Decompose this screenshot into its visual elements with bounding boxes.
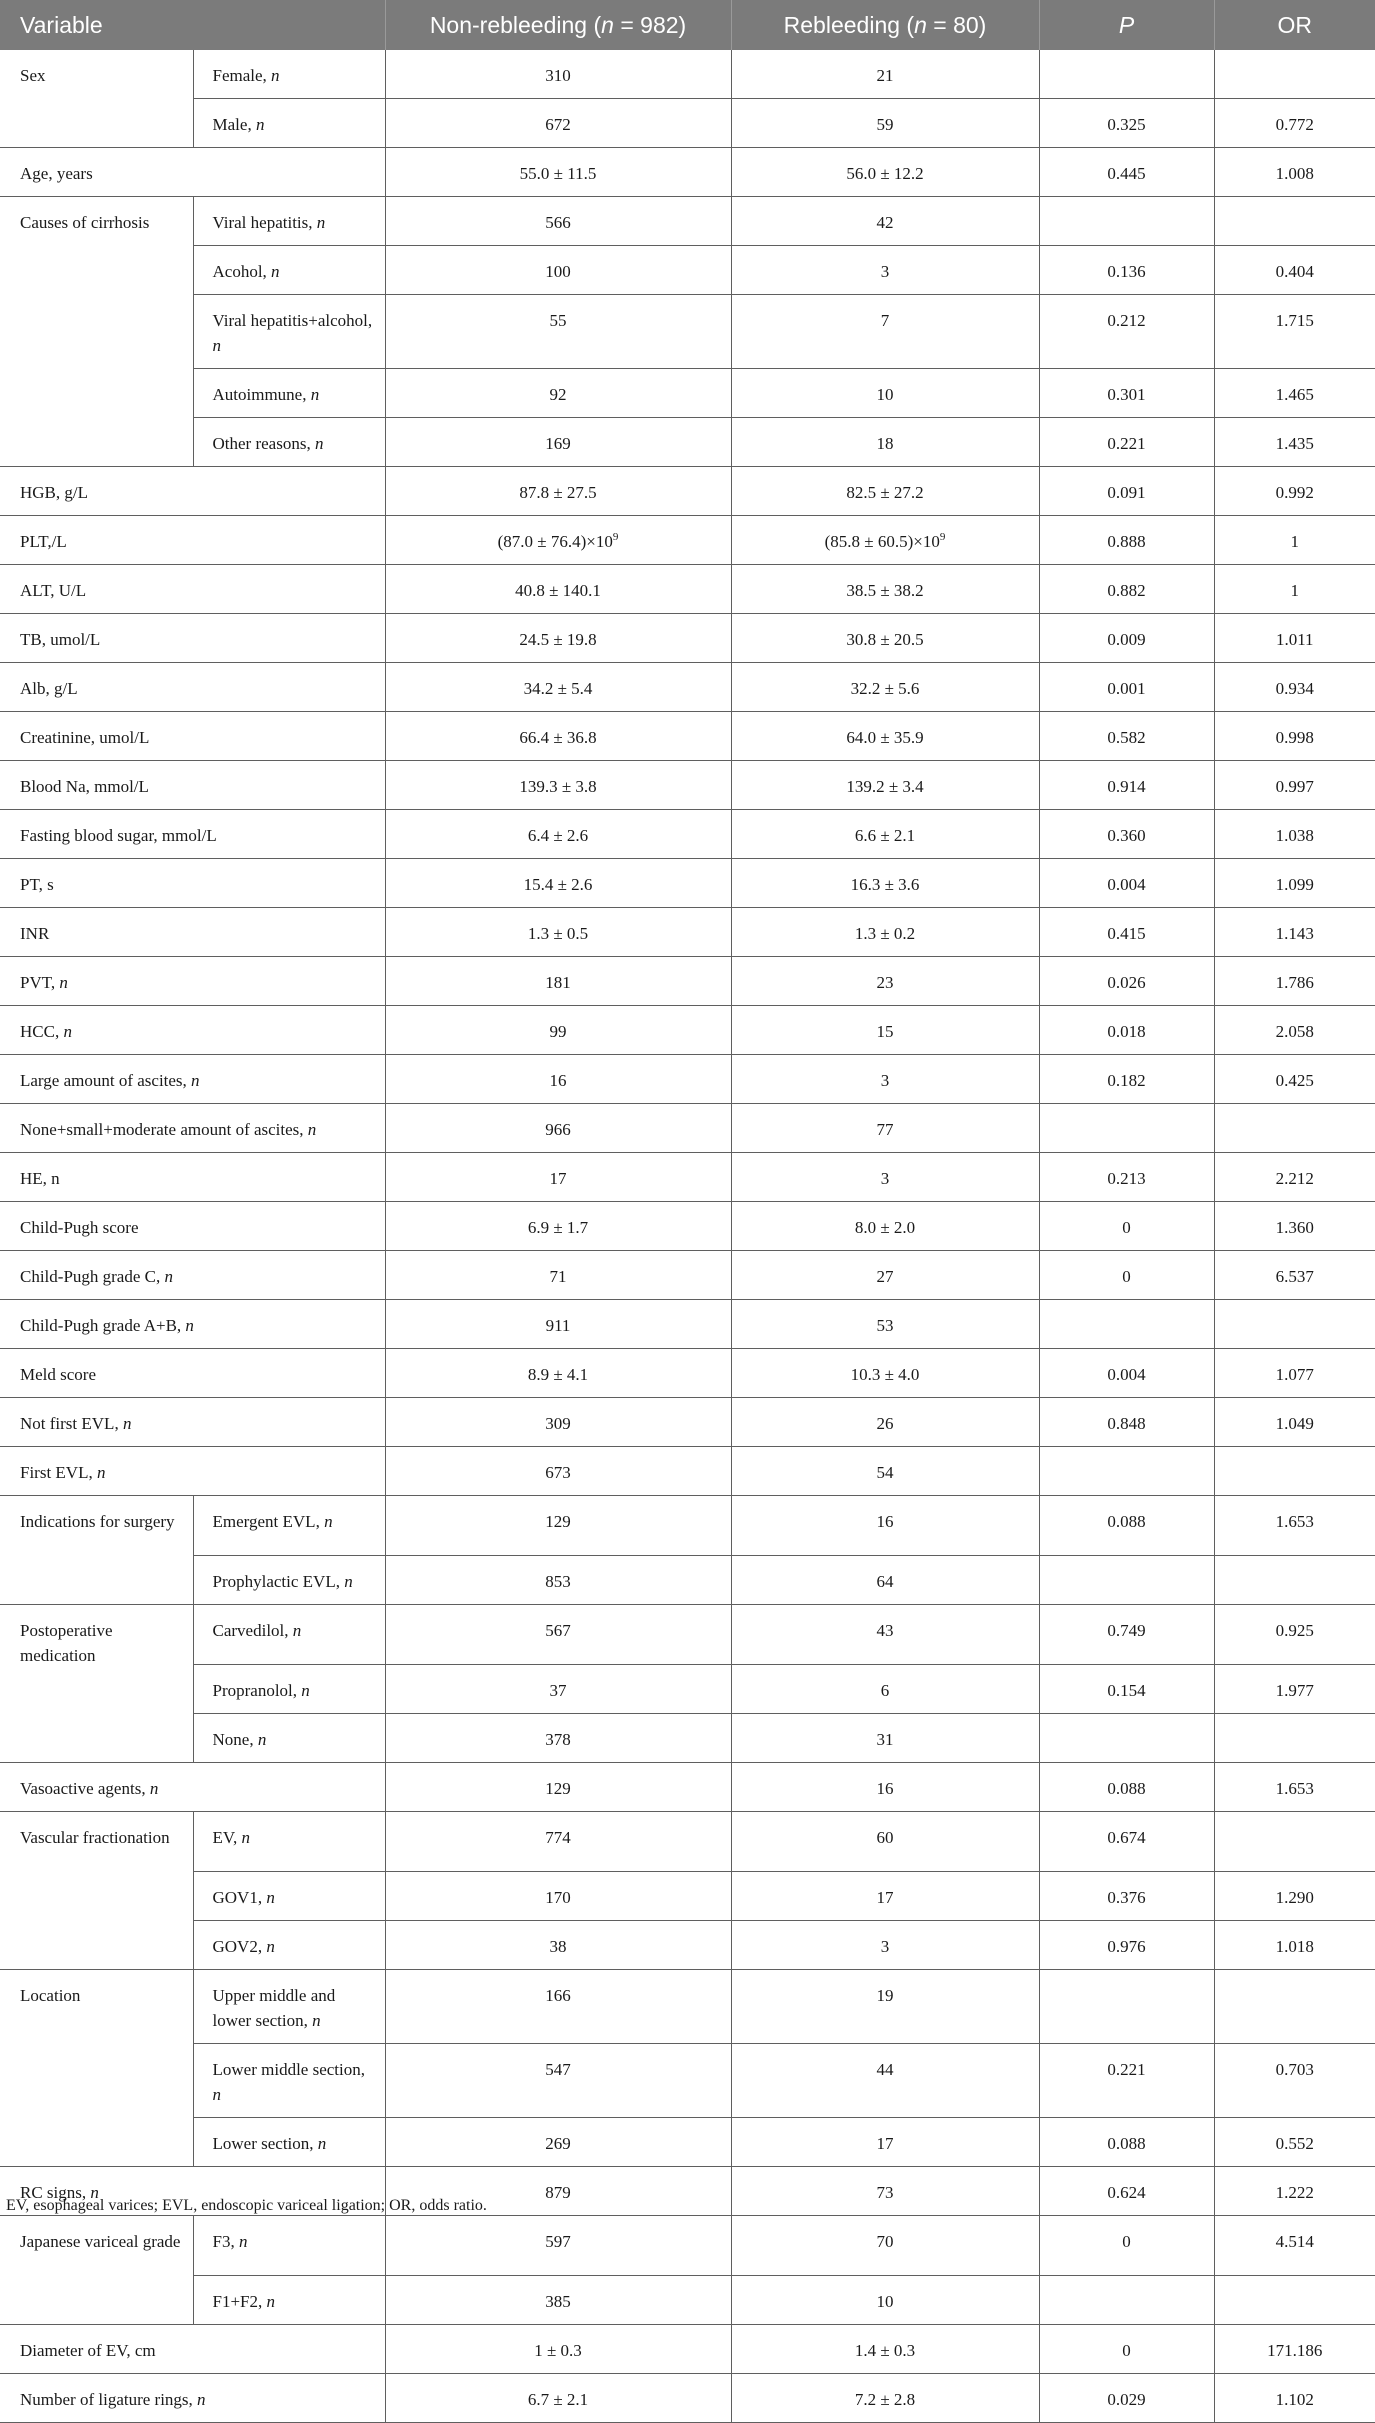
cell-odds-ratio: 0.998 xyxy=(1214,712,1375,761)
cell-non-rebleeding: 166 xyxy=(385,1970,731,2044)
cell-non-rebleeding: 55 xyxy=(385,295,731,369)
cell-p-value xyxy=(1039,1104,1214,1153)
cell-odds-ratio: 0.703 xyxy=(1214,2044,1375,2118)
table-row xyxy=(0,1496,1375,1556)
cell-odds-ratio: 1.008 xyxy=(1214,148,1375,197)
cell-p-value: 0.888 xyxy=(1039,516,1214,565)
table-row xyxy=(0,2118,1375,2167)
cell-non-rebleeding: 966 xyxy=(385,1104,731,1153)
cell-odds-ratio: 2.212 xyxy=(1214,1153,1375,1202)
cell-rebleeding: 56.0 ± 12.2 xyxy=(731,148,1039,197)
cell-rebleeding: 44 xyxy=(731,2044,1039,2118)
table-row xyxy=(0,1153,1375,1202)
row-variable-label: GOV2, n xyxy=(193,1921,385,1970)
cell-rebleeding: 26 xyxy=(731,1398,1039,1447)
row-variable-label: Upper middle and lower section, n xyxy=(193,1970,385,2044)
row-variable-label: EV, n xyxy=(193,1812,385,1872)
row-variable-label: F3, n xyxy=(193,2216,385,2276)
cell-rebleeding: 38.5 ± 38.2 xyxy=(731,565,1039,614)
cell-non-rebleeding: 673 xyxy=(385,1447,731,1496)
cell-odds-ratio: 171.186 xyxy=(1214,2325,1375,2374)
cell-p-value: 0.088 xyxy=(1039,2118,1214,2167)
cell-rebleeding: 32.2 ± 5.6 xyxy=(731,663,1039,712)
cell-rebleeding: 16 xyxy=(731,1496,1039,1556)
cell-odds-ratio: 4.514 xyxy=(1214,2216,1375,2276)
cell-odds-ratio: 1.102 xyxy=(1214,2374,1375,2423)
table-row xyxy=(0,148,1375,197)
row-variable-label: PT, s xyxy=(0,859,385,908)
row-variable-label: Vasoactive agents, n xyxy=(0,1763,385,1812)
cell-non-rebleeding: 181 xyxy=(385,957,731,1006)
row-variable-label: None, n xyxy=(193,1714,385,1763)
cell-p-value xyxy=(1039,1714,1214,1763)
cell-non-rebleeding: 774 xyxy=(385,1812,731,1872)
table-row xyxy=(0,761,1375,810)
cell-p-value xyxy=(1039,1300,1214,1349)
table-row xyxy=(0,859,1375,908)
row-variable-label: Emergent EVL, n xyxy=(193,1496,385,1556)
header-non-rebleeding: Non-rebleeding (n = 982) xyxy=(385,0,731,50)
cell-rebleeding: 16.3 ± 3.6 xyxy=(731,859,1039,908)
cell-p-value: 0.582 xyxy=(1039,712,1214,761)
cell-rebleeding: 7 xyxy=(731,295,1039,369)
cell-odds-ratio: 1.977 xyxy=(1214,1665,1375,1714)
row-variable-label: INR xyxy=(0,908,385,957)
cell-non-rebleeding: 37 xyxy=(385,1665,731,1714)
cell-non-rebleeding: 34.2 ± 5.4 xyxy=(385,663,731,712)
cell-odds-ratio xyxy=(1214,1104,1375,1153)
cell-rebleeding: 54 xyxy=(731,1447,1039,1496)
cell-odds-ratio: 1.143 xyxy=(1214,908,1375,957)
cell-p-value: 0.624 xyxy=(1039,2167,1214,2216)
table-row xyxy=(0,1055,1375,1104)
cell-p-value: 0.029 xyxy=(1039,2374,1214,2423)
row-variable-label: Not first EVL, n xyxy=(0,1398,385,1447)
cell-non-rebleeding: 139.3 ± 3.8 xyxy=(385,761,731,810)
row-variable-label: Alb, g/L xyxy=(0,663,385,712)
table-row xyxy=(0,295,1375,369)
cell-non-rebleeding: 24.5 ± 19.8 xyxy=(385,614,731,663)
cell-rebleeding: 64.0 ± 35.9 xyxy=(731,712,1039,761)
cell-rebleeding: 10.3 ± 4.0 xyxy=(731,1349,1039,1398)
cell-p-value: 0.674 xyxy=(1039,1812,1214,1872)
header-p-value: P xyxy=(1039,0,1214,50)
cell-odds-ratio: 1.465 xyxy=(1214,369,1375,418)
cell-rebleeding: 6.6 ± 2.1 xyxy=(731,810,1039,859)
cell-rebleeding: 7.2 ± 2.8 xyxy=(731,2374,1039,2423)
row-group-label: Vascular fractionation xyxy=(0,1812,193,1970)
cell-p-value: 0.882 xyxy=(1039,565,1214,614)
cell-p-value: 0.415 xyxy=(1039,908,1214,957)
row-variable-label: Carvedilol, n xyxy=(193,1605,385,1665)
cell-rebleeding: 6 xyxy=(731,1665,1039,1714)
row-variable-label: Prophylactic EVL, n xyxy=(193,1556,385,1605)
cell-p-value xyxy=(1039,1970,1214,2044)
row-variable-label: HGB, g/L xyxy=(0,467,385,516)
cell-odds-ratio: 0.425 xyxy=(1214,1055,1375,1104)
cell-non-rebleeding: 566 xyxy=(385,197,731,246)
cell-p-value: 0.325 xyxy=(1039,99,1214,148)
cell-p-value: 0.376 xyxy=(1039,1872,1214,1921)
row-variable-label: GOV1, n xyxy=(193,1872,385,1921)
cell-rebleeding: 30.8 ± 20.5 xyxy=(731,614,1039,663)
cell-non-rebleeding: 100 xyxy=(385,246,731,295)
cell-odds-ratio: 0.934 xyxy=(1214,663,1375,712)
cell-rebleeding: 64 xyxy=(731,1556,1039,1605)
cell-rebleeding: 3 xyxy=(731,1921,1039,1970)
row-variable-label: First EVL, n xyxy=(0,1447,385,1496)
row-variable-label: Lower middle section, n xyxy=(193,2044,385,2118)
cell-non-rebleeding: 87.8 ± 27.5 xyxy=(385,467,731,516)
row-group-label: Sex xyxy=(0,50,193,148)
table-row xyxy=(0,712,1375,761)
cell-non-rebleeding: 169 xyxy=(385,418,731,467)
cell-rebleeding: 16 xyxy=(731,1763,1039,1812)
cell-non-rebleeding: 879 xyxy=(385,2167,731,2216)
table-row xyxy=(0,1447,1375,1496)
row-variable-label: Blood Na, mmol/L xyxy=(0,761,385,810)
cell-odds-ratio: 0.997 xyxy=(1214,761,1375,810)
cell-p-value xyxy=(1039,197,1214,246)
cell-rebleeding: 19 xyxy=(731,1970,1039,2044)
cell-rebleeding: 60 xyxy=(731,1812,1039,1872)
table-row xyxy=(0,1605,1375,1665)
header-row xyxy=(0,0,1375,50)
cell-p-value: 0.091 xyxy=(1039,467,1214,516)
cell-odds-ratio xyxy=(1214,1812,1375,1872)
cell-odds-ratio: 1 xyxy=(1214,516,1375,565)
cell-p-value: 0.009 xyxy=(1039,614,1214,663)
cell-odds-ratio: 1.435 xyxy=(1214,418,1375,467)
cell-non-rebleeding: 309 xyxy=(385,1398,731,1447)
cell-non-rebleeding: 40.8 ± 140.1 xyxy=(385,565,731,614)
cell-rebleeding: 42 xyxy=(731,197,1039,246)
table-row xyxy=(0,369,1375,418)
cell-p-value: 0.182 xyxy=(1039,1055,1214,1104)
cell-p-value: 0.301 xyxy=(1039,369,1214,418)
table-row xyxy=(0,1202,1375,1251)
row-variable-label: Meld score xyxy=(0,1349,385,1398)
cell-p-value xyxy=(1039,1556,1214,1605)
table-row xyxy=(0,467,1375,516)
row-variable-label: Other reasons, n xyxy=(193,418,385,467)
cell-non-rebleeding: 15.4 ± 2.6 xyxy=(385,859,731,908)
cell-odds-ratio: 1.077 xyxy=(1214,1349,1375,1398)
row-variable-label: F1+F2, n xyxy=(193,2276,385,2325)
cell-rebleeding: 53 xyxy=(731,1300,1039,1349)
cell-p-value: 0.221 xyxy=(1039,418,1214,467)
cell-odds-ratio xyxy=(1214,50,1375,99)
row-group-label: Causes of cirrhosis xyxy=(0,197,193,467)
table-row xyxy=(0,1300,1375,1349)
cell-p-value: 0.088 xyxy=(1039,1763,1214,1812)
row-variable-label: Number of ligature rings, n xyxy=(0,2374,385,2423)
cell-rebleeding: 3 xyxy=(731,246,1039,295)
cell-non-rebleeding: 17 xyxy=(385,1153,731,1202)
cell-p-value: 0 xyxy=(1039,2216,1214,2276)
table-row xyxy=(0,2374,1375,2423)
cell-rebleeding: 1.4 ± 0.3 xyxy=(731,2325,1039,2374)
cell-p-value: 0.976 xyxy=(1039,1921,1214,1970)
table-row xyxy=(0,1872,1375,1921)
cell-p-value xyxy=(1039,2276,1214,2325)
cell-odds-ratio: 0.404 xyxy=(1214,246,1375,295)
cell-odds-ratio xyxy=(1214,197,1375,246)
cell-odds-ratio: 1.653 xyxy=(1214,1496,1375,1556)
cell-rebleeding: 1.3 ± 0.2 xyxy=(731,908,1039,957)
row-variable-label: Diameter of EV, cm xyxy=(0,2325,385,2374)
cell-p-value: 0.001 xyxy=(1039,663,1214,712)
row-variable-label: Lower section, n xyxy=(193,2118,385,2167)
cell-non-rebleeding: 1.3 ± 0.5 xyxy=(385,908,731,957)
cell-non-rebleeding: 385 xyxy=(385,2276,731,2325)
row-variable-label: Viral hepatitis, n xyxy=(193,197,385,246)
cell-p-value: 0 xyxy=(1039,1202,1214,1251)
cell-non-rebleeding: 1 ± 0.3 xyxy=(385,2325,731,2374)
table-row xyxy=(0,1251,1375,1300)
cell-rebleeding: 31 xyxy=(731,1714,1039,1763)
table-row xyxy=(0,50,1375,99)
cell-p-value: 0.360 xyxy=(1039,810,1214,859)
table-row xyxy=(0,2044,1375,2118)
cell-odds-ratio xyxy=(1214,1447,1375,1496)
header-variable: Variable xyxy=(0,0,385,50)
table-row xyxy=(0,1104,1375,1153)
row-group-label: Japanese variceal grade xyxy=(0,2216,193,2325)
cell-non-rebleeding: $(87.0 \pm 76.4)\times 10^9$ xyxy=(385,516,731,565)
row-group-label: Location xyxy=(0,1970,193,2167)
cell-p-value: 0.914 xyxy=(1039,761,1214,810)
row-variable-label: Propranolol, n xyxy=(193,1665,385,1714)
cell-odds-ratio: 2.058 xyxy=(1214,1006,1375,1055)
cell-non-rebleeding: 38 xyxy=(385,1921,731,1970)
table-row xyxy=(0,1349,1375,1398)
cell-p-value: 0.749 xyxy=(1039,1605,1214,1665)
cell-odds-ratio xyxy=(1214,1714,1375,1763)
cell-rebleeding: 82.5 ± 27.2 xyxy=(731,467,1039,516)
table-row xyxy=(0,1398,1375,1447)
cell-rebleeding: 27 xyxy=(731,1251,1039,1300)
cell-non-rebleeding: 567 xyxy=(385,1605,731,1665)
row-variable-label: RC signs, n xyxy=(0,2167,385,2216)
cell-rebleeding: 139.2 ± 3.4 xyxy=(731,761,1039,810)
cell-p-value: 0.018 xyxy=(1039,1006,1214,1055)
cell-rebleeding: 77 xyxy=(731,1104,1039,1153)
cell-odds-ratio: 0.772 xyxy=(1214,99,1375,148)
row-group-label: Postoperative medication xyxy=(0,1605,193,1763)
cell-odds-ratio: 1.011 xyxy=(1214,614,1375,663)
row-variable-label: Child-Pugh score xyxy=(0,1202,385,1251)
cell-rebleeding: 23 xyxy=(731,957,1039,1006)
table-body xyxy=(0,50,1375,2423)
cell-p-value: 0.212 xyxy=(1039,295,1214,369)
table-row xyxy=(0,614,1375,663)
cell-non-rebleeding: 6.7 ± 2.1 xyxy=(385,2374,731,2423)
cell-odds-ratio xyxy=(1214,1556,1375,1605)
cell-non-rebleeding: 129 xyxy=(385,1763,731,1812)
cell-rebleeding: 10 xyxy=(731,2276,1039,2325)
row-variable-label: Age, years xyxy=(0,148,385,197)
table-row xyxy=(0,957,1375,1006)
row-variable-label: Child-Pugh grade C, n xyxy=(0,1251,385,1300)
cell-rebleeding: 17 xyxy=(731,2118,1039,2167)
cell-p-value: 0.445 xyxy=(1039,148,1214,197)
row-variable-label: TB, umol/L xyxy=(0,614,385,663)
cell-odds-ratio: 1.290 xyxy=(1214,1872,1375,1921)
cell-odds-ratio: 1.786 xyxy=(1214,957,1375,1006)
cell-p-value: 0.088 xyxy=(1039,1496,1214,1556)
cell-p-value: 0.154 xyxy=(1039,1665,1214,1714)
table-row xyxy=(0,1006,1375,1055)
cell-p-value: 0.004 xyxy=(1039,1349,1214,1398)
cell-non-rebleeding: 71 xyxy=(385,1251,731,1300)
row-group-label: Indications for surgery xyxy=(0,1496,193,1605)
cell-rebleeding: 8.0 ± 2.0 xyxy=(731,1202,1039,1251)
cell-p-value: 0.848 xyxy=(1039,1398,1214,1447)
row-variable-label: Creatinine, umol/L xyxy=(0,712,385,761)
cell-rebleeding: 18 xyxy=(731,418,1039,467)
header-odds-ratio: OR xyxy=(1214,0,1375,50)
cell-non-rebleeding: 170 xyxy=(385,1872,731,1921)
cell-rebleeding: 3 xyxy=(731,1153,1039,1202)
table-row xyxy=(0,1665,1375,1714)
row-variable-label: Large amount of ascites, n xyxy=(0,1055,385,1104)
cell-rebleeding: 15 xyxy=(731,1006,1039,1055)
table-row xyxy=(0,197,1375,246)
cell-p-value: 0.213 xyxy=(1039,1153,1214,1202)
cell-rebleeding: 59 xyxy=(731,99,1039,148)
cell-p-value xyxy=(1039,50,1214,99)
cell-odds-ratio xyxy=(1214,1300,1375,1349)
table-row xyxy=(0,1714,1375,1763)
row-variable-label: HCC, n xyxy=(0,1006,385,1055)
cell-odds-ratio: 1.222 xyxy=(1214,2167,1375,2216)
cell-p-value xyxy=(1039,1447,1214,1496)
header-rebleeding: Rebleeding (n = 80) xyxy=(731,0,1039,50)
cell-p-value: 0.221 xyxy=(1039,2044,1214,2118)
table-row xyxy=(0,810,1375,859)
row-variable-label: PVT, n xyxy=(0,957,385,1006)
cell-non-rebleeding: 16 xyxy=(385,1055,731,1104)
cell-p-value: 0.004 xyxy=(1039,859,1214,908)
row-variable-label: Female, n xyxy=(193,50,385,99)
table-row xyxy=(0,516,1375,565)
table-row xyxy=(0,663,1375,712)
cell-rebleeding: 10 xyxy=(731,369,1039,418)
row-variable-label: HE, n xyxy=(0,1153,385,1202)
table-row xyxy=(0,1812,1375,1872)
cell-rebleeding: 21 xyxy=(731,50,1039,99)
table-row xyxy=(0,2325,1375,2374)
cell-non-rebleeding: 911 xyxy=(385,1300,731,1349)
cell-non-rebleeding: 6.4 ± 2.6 xyxy=(385,810,731,859)
cell-odds-ratio: 1.099 xyxy=(1214,859,1375,908)
table-row xyxy=(0,2276,1375,2325)
cell-odds-ratio: 6.537 xyxy=(1214,1251,1375,1300)
cell-p-value: 0.026 xyxy=(1039,957,1214,1006)
cell-rebleeding: 43 xyxy=(731,1605,1039,1665)
cell-rebleeding: 70 xyxy=(731,2216,1039,2276)
row-variable-label: None+small+moderate amount of ascites, n xyxy=(0,1104,385,1153)
row-variable-label: Autoimmune, n xyxy=(193,369,385,418)
cell-odds-ratio: 1.018 xyxy=(1214,1921,1375,1970)
cell-rebleeding: 17 xyxy=(731,1872,1039,1921)
row-variable-label: ALT, U/L xyxy=(0,565,385,614)
cell-odds-ratio: 0.552 xyxy=(1214,2118,1375,2167)
cell-non-rebleeding: 672 xyxy=(385,99,731,148)
row-variable-label: PLT,/L xyxy=(0,516,385,565)
row-variable-label: Child-Pugh grade A+B, n xyxy=(0,1300,385,1349)
table-row xyxy=(0,1763,1375,1812)
table-row xyxy=(0,2216,1375,2276)
cell-rebleeding: 3 xyxy=(731,1055,1039,1104)
cell-non-rebleeding: 269 xyxy=(385,2118,731,2167)
table-row xyxy=(0,1556,1375,1605)
cell-odds-ratio xyxy=(1214,1970,1375,2044)
row-variable-label: Acohol, n xyxy=(193,246,385,295)
table-row xyxy=(0,565,1375,614)
cell-non-rebleeding: 310 xyxy=(385,50,731,99)
cell-non-rebleeding: 378 xyxy=(385,1714,731,1763)
cell-p-value: 0 xyxy=(1039,1251,1214,1300)
cell-rebleeding: 73 xyxy=(731,2167,1039,2216)
cell-non-rebleeding: 6.9 ± 1.7 xyxy=(385,1202,731,1251)
cell-non-rebleeding: 547 xyxy=(385,2044,731,2118)
cell-rebleeding: $(85.8 \pm 60.5)\times 10^9$ xyxy=(731,516,1039,565)
cell-odds-ratio: 1.653 xyxy=(1214,1763,1375,1812)
cell-odds-ratio: 0.925 xyxy=(1214,1605,1375,1665)
table-row xyxy=(0,418,1375,467)
table-footnote: EV, esophageal varices; EVL, endoscopic variceal ligation; OR, odds ratio. xyxy=(6,2197,487,2214)
row-variable-label: Fasting blood sugar, mmol/L xyxy=(0,810,385,859)
cell-non-rebleeding: 92 xyxy=(385,369,731,418)
cell-p-value: 0.136 xyxy=(1039,246,1214,295)
cell-odds-ratio xyxy=(1214,2276,1375,2325)
cell-non-rebleeding: 66.4 ± 36.8 xyxy=(385,712,731,761)
table-row xyxy=(0,246,1375,295)
row-variable-label: Male, n xyxy=(193,99,385,148)
cell-odds-ratio: 1.360 xyxy=(1214,1202,1375,1251)
cell-odds-ratio: 1.049 xyxy=(1214,1398,1375,1447)
cell-non-rebleeding: 853 xyxy=(385,1556,731,1605)
cell-odds-ratio: 1 xyxy=(1214,565,1375,614)
cell-odds-ratio: 1.038 xyxy=(1214,810,1375,859)
cell-non-rebleeding: 55.0 ± 11.5 xyxy=(385,148,731,197)
cell-non-rebleeding: 129 xyxy=(385,1496,731,1556)
table-row xyxy=(0,1921,1375,1970)
row-variable-label: Viral hepatitis+alcohol, n xyxy=(193,295,385,369)
cell-non-rebleeding: 597 xyxy=(385,2216,731,2276)
table-row xyxy=(0,908,1375,957)
table-row xyxy=(0,99,1375,148)
cell-odds-ratio: 1.715 xyxy=(1214,295,1375,369)
cell-non-rebleeding: 8.9 ± 4.1 xyxy=(385,1349,731,1398)
table-row xyxy=(0,1970,1375,2044)
cell-odds-ratio: 0.992 xyxy=(1214,467,1375,516)
cell-non-rebleeding: 99 xyxy=(385,1006,731,1055)
cell-p-value: 0 xyxy=(1039,2325,1214,2374)
